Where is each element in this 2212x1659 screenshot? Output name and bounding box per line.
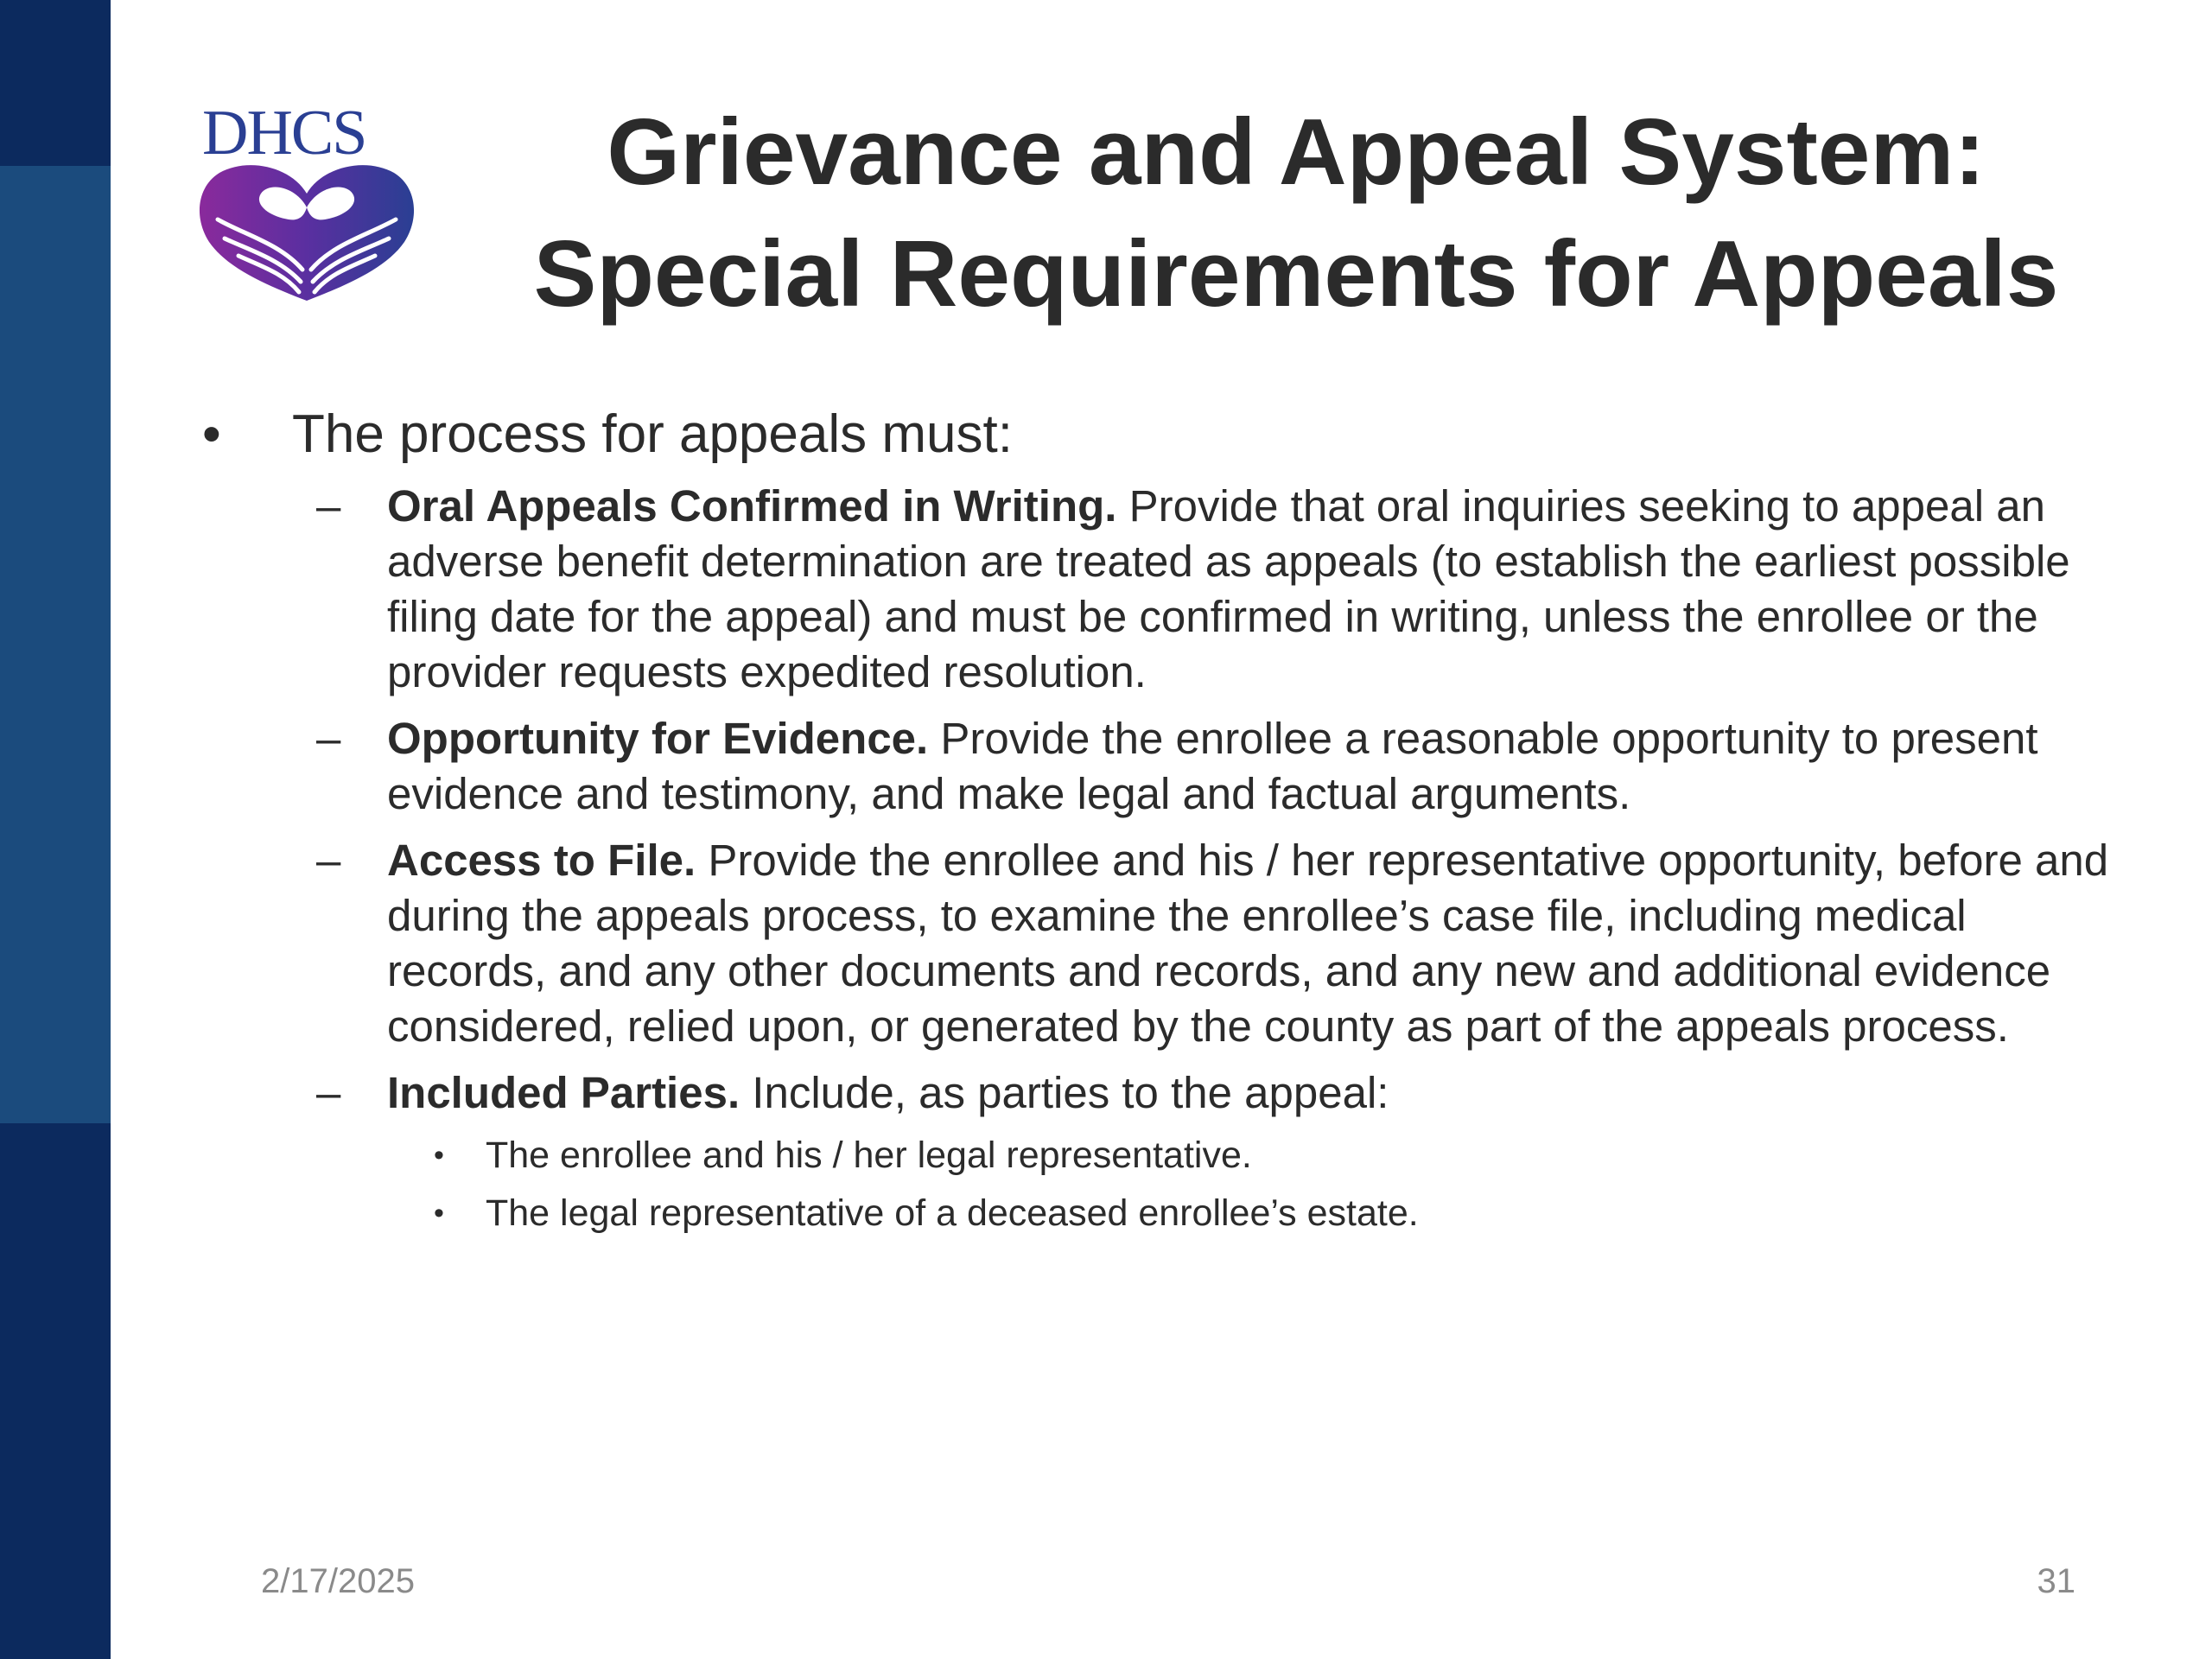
heart-hands-icon xyxy=(194,97,420,304)
list-item-term: Oral Appeals Confirmed in Writing. xyxy=(387,481,1117,531)
list-item-oral-appeals xyxy=(316,479,2133,700)
sub-list-item-text: The legal representative of a deceased enrollee’s estate. xyxy=(486,1192,1419,1234)
slide-body xyxy=(197,396,2133,1248)
dash-marker: – xyxy=(316,714,341,763)
left-sidebar-band xyxy=(0,166,111,1123)
list-item-term: Opportunity for Evidence. xyxy=(387,714,929,763)
dash-marker: – xyxy=(316,481,341,531)
logo-text: DHCS xyxy=(202,98,366,168)
list-item-included-parties xyxy=(316,1065,2133,1121)
slide-title xyxy=(449,92,2143,335)
dash-marker: – xyxy=(316,836,341,885)
sub-bullet-marker: • xyxy=(434,1139,444,1172)
dash-marker: – xyxy=(316,1068,341,1117)
list-item-term: Access to File. xyxy=(387,836,696,885)
footer-date: 2/17/2025 xyxy=(261,1562,415,1600)
sub-bullet-marker: • xyxy=(434,1197,444,1230)
list-item-text: Provide the enrollee and his / her representative opportunity, before and during the appeals process, to examine the enrollee’s case file, including medical records, and any other documents and records, and any new and additional evidence considered, relied upon, or generated by the county as part of the appeals process. xyxy=(387,836,2109,1051)
sub-list-item-text: The enrollee and his / her legal representative. xyxy=(486,1135,1252,1176)
sub-list-item-deceased-estate xyxy=(434,1190,2133,1236)
list-item-opportunity-evidence xyxy=(316,711,2133,822)
list-item-text: Include, as parties to the appeal: xyxy=(740,1068,1389,1117)
footer-page-number: 31 xyxy=(2037,1562,2075,1600)
left-sidebar-bar xyxy=(0,0,111,1659)
bullet-marker: • xyxy=(202,404,221,464)
list-item-text: Provide the enrollee a reasonable opportunity to present evidence and testimony, and make legal and factual arguments. xyxy=(387,714,2038,818)
list-item-term: Included Parties. xyxy=(387,1068,741,1117)
dhcs-logo xyxy=(194,97,420,304)
bullet-intro xyxy=(197,396,2133,474)
sub-list-item-enrollee xyxy=(434,1132,2133,1179)
slide-title-line-1: Grievance and Appeal System: xyxy=(607,99,1986,205)
slide-title-line-2: Special Requirements for Appeals xyxy=(533,221,2059,327)
bullet-intro-text: The process for appeals must: xyxy=(292,404,1013,464)
list-item-access-to-file xyxy=(316,833,2133,1054)
list-item-text: Provide that oral inquiries seeking to appeal an adverse benefit determination are treated as appeals (to establish the earliest possible filing date for the appeal) and must be confirmed in writing, unless the enrollee or the provider requests expedited resolution. xyxy=(387,481,2070,696)
